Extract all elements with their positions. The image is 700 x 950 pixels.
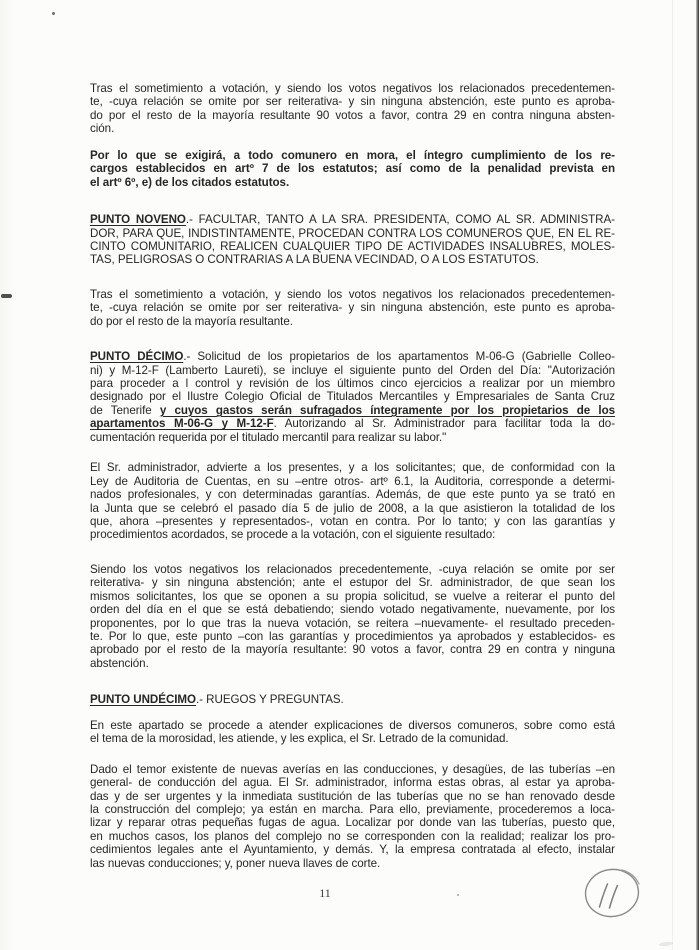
text-segment: .- Solicitud de los propietarios de los apartamentos M-06-G (Gabrielle Colleo-	[183, 350, 615, 364]
text-segment: las nuevas conducciones; y, poner nueva llaves de corte.	[90, 856, 381, 870]
handwritten-eleven	[600, 884, 618, 908]
text-segment: aprobado por el resto de la mayoría resultante: 90 votos a favor, contra 29 en contra y ninguna	[90, 643, 615, 657]
text-line-content	[90, 390, 615, 403]
text-line	[90, 576, 615, 589]
text-line	[90, 95, 615, 108]
text-line	[90, 843, 615, 856]
text-line	[90, 431, 615, 444]
text-segment: lizar y reparar otras pequeñas fugas de agua. Localizar por donde van las tuberías, puesto que,	[90, 816, 615, 830]
text-segment: . Autorizando al Sr. Administrador para facilitar toda la do-	[273, 417, 616, 431]
text-line	[90, 732, 615, 745]
text-line	[90, 857, 615, 870]
text-line-content	[90, 843, 615, 856]
text-line-content	[90, 364, 615, 377]
text-line-content	[90, 122, 114, 135]
text-segment: ción.	[90, 122, 115, 136]
text-segment: Siendo los votos negativos los relacionados precedentemente, -cuya relación se omite por ser	[90, 562, 615, 576]
text-line-content	[90, 830, 615, 843]
text-line	[90, 475, 615, 488]
text-line-content	[90, 657, 149, 670]
text-segment: cedimientos legales ante el Ayuntamiento, y demás. Y, la empresa contratada al efecto, instalar	[90, 843, 615, 857]
text-line	[90, 528, 615, 541]
text-segment: la Junta que se celebró el pasado día 5 de julio de 2008, a la que asistieron la totalidad de los	[90, 501, 615, 515]
text-segment: nados profesionales, y con determinadas garantías. Además, de que este punto ya se trató en	[90, 488, 615, 502]
text-segment: te, -cuya relación se omite por ser reiterativa- y sin ninguna abstención, este punto es aproba-	[90, 301, 615, 315]
text-line-content	[90, 95, 615, 108]
text-segment: CINTO COMUNITARIO, REALICEN CUALQUIER TIPO DE ACTIVIDADES INSALUBRES, MOLES-	[90, 239, 615, 253]
p-votacion-punto-decimo	[90, 563, 615, 671]
text-line	[90, 515, 615, 528]
text-line-content	[90, 417, 615, 430]
text-line	[90, 364, 615, 377]
p-punto-undecimo	[90, 693, 615, 706]
text-line-content	[90, 576, 615, 589]
scan-edge-faint-line	[672, 0, 673, 950]
text-line	[90, 122, 615, 135]
text-line-content	[90, 502, 615, 515]
p-recargos-negrita	[90, 149, 615, 189]
text-line-content	[90, 643, 615, 656]
document-body	[90, 82, 615, 870]
text-line	[90, 603, 615, 616]
text-segment: Tras el sometimiento a votación, y siendo los votos negativos los relacionados precedentemen-	[90, 287, 615, 301]
text-segment: En este apartado se procede a atender explicaciones de diversos comuneros, sobre como está	[90, 718, 615, 732]
text-line-content	[90, 732, 509, 745]
text-line	[90, 82, 615, 95]
p-votacion-punto-noveno	[90, 288, 615, 328]
text-segment: el artº 6º, e) de los citados estatutos.	[90, 175, 290, 189]
text-line-content	[90, 857, 380, 870]
text-line-content	[90, 82, 615, 95]
p-votacion-punto-octavo	[90, 82, 615, 136]
text-line-content	[90, 790, 615, 803]
text-line-content	[90, 475, 615, 488]
text-segment: PUNTO DÉCIMO	[90, 350, 184, 364]
text-segment: proponentes, por lo que tras la nueva votación, se reitera –nuevamente- el resultado preceden-	[90, 616, 615, 630]
text-line	[90, 816, 615, 829]
text-line-content	[90, 630, 615, 643]
p-tuberias-obras	[90, 763, 615, 871]
scan-artifact-dot-top	[52, 12, 55, 15]
text-line	[90, 643, 615, 656]
text-segment: .- FACULTAR, TANTO A LA SRA. PRESIDENTA, COMO AL SR. ADMINISTRA-	[185, 213, 615, 227]
text-line	[90, 590, 615, 603]
text-line	[90, 563, 615, 576]
scan-edge-shadow	[696, 0, 699, 950]
text-segment: orden del día en el que se está debatiendo; siendo votado negativamente, nuevamente, por los	[90, 603, 615, 617]
text-segment: abstención.	[90, 656, 149, 670]
text-segment: para proceder a l control y revisión de los últimos cinco ejercicios a realizar por un miembro	[90, 377, 615, 390]
text-line-content	[90, 488, 615, 501]
text-segment: te, -cuya relación se omite por ser reiterativa- y sin ninguna abstención, este punto es aproba-	[90, 95, 615, 109]
text-line	[90, 390, 615, 403]
text-line-content	[90, 528, 495, 541]
text-line-content	[90, 176, 289, 189]
text-segment: Ley de Auditoria de Cuentas, en su –entre otros- artº 6.1, la Auditoria, corresponde a determi-	[90, 474, 615, 488]
text-line	[90, 630, 615, 643]
text-line-content	[90, 377, 615, 390]
text-line	[90, 617, 615, 630]
text-line	[90, 763, 615, 776]
text-line	[90, 790, 615, 803]
handwritten-circle-mark	[582, 865, 644, 923]
text-line	[90, 109, 615, 122]
text-segment: apartamentos M-06-G y M-12-F	[90, 417, 274, 431]
text-line	[90, 657, 615, 670]
text-line-content	[90, 803, 615, 816]
text-segment: el tema de la morosidad, les atiende, y les explica, el Sr. Letrado de la comunidad.	[90, 732, 509, 746]
text-line-content	[90, 719, 615, 732]
text-line	[90, 377, 615, 390]
text-line	[90, 719, 615, 732]
pen-circle	[582, 866, 642, 921]
text-segment: DOR, PARA QUE, INDISTINTAMENTE, PROCEDAN CONTRA LOS COMUNEROS QUE, EN EL RE-	[90, 226, 615, 240]
text-segment: cargos establecidos en artº 7 de los estatutos; así como de la penalidad prevista en	[90, 162, 615, 176]
text-line	[90, 315, 615, 328]
text-line-content	[90, 350, 615, 363]
text-line-content	[90, 149, 615, 162]
text-line	[90, 461, 615, 474]
text-line-content	[90, 162, 615, 175]
text-line-content	[90, 816, 615, 829]
text-line-content	[90, 776, 615, 789]
text-line-content	[90, 227, 615, 240]
text-line	[90, 288, 615, 301]
text-line	[90, 693, 615, 706]
text-segment: designado por el Ilustre Colegio Oficial de Titulados Mercantiles y Empresariales de Santa Cruz	[90, 390, 615, 404]
text-line	[90, 803, 615, 816]
p-ruegos-morosidad	[90, 719, 615, 746]
scan-artifact-dot-bottom	[457, 894, 459, 896]
text-line	[90, 830, 615, 843]
text-line	[90, 253, 615, 266]
text-segment: PUNTO NOVENO	[90, 213, 186, 227]
text-line	[90, 776, 615, 789]
text-line	[90, 502, 615, 515]
text-line	[90, 404, 615, 417]
text-line-content	[90, 693, 344, 706]
text-line-content	[90, 213, 615, 226]
text-line	[90, 417, 615, 430]
text-segment: TAS, PELIGROSAS O CONTRARIAS A LA BUENA VECINDAD, O A LOS ESTATUTOS.	[90, 253, 539, 267]
text-segment: PUNTO UNDÉCIMO	[90, 693, 197, 707]
text-segment: general- de conducción del agua. El Sr. administrador, informa estas obras, al estar ya aproba-	[90, 776, 615, 790]
text-line-content	[90, 240, 615, 253]
text-segment: de Tenerife	[90, 403, 160, 417]
text-line	[90, 149, 615, 162]
text-line-content	[90, 563, 615, 576]
text-line-content	[90, 109, 615, 122]
text-line	[90, 350, 615, 363]
text-line-content	[90, 301, 615, 314]
text-line	[90, 240, 615, 253]
text-segment: reiterativa- y sin ninguna abstención; ante el estupor del Sr. administrador, de que sean los	[90, 576, 615, 590]
text-segment: la construcción del complejo; ya están en marcha. Para ello, previamente, procederemos a loca-	[90, 802, 615, 816]
text-line-content	[90, 617, 615, 630]
text-segment: mismos solicitantes, los que se oponen a su propia solicitud, se vuelve a reiterar el punto del	[90, 589, 615, 603]
text-segment: que, ahora –presentes y representados-, votan en contra. Por lo tanto; y con las garantías y	[90, 514, 615, 528]
text-line	[90, 176, 615, 189]
text-line	[90, 213, 615, 226]
text-segment: Tras el sometimiento a votación, y siendo los votos negativos los relacionados precedentemen-	[90, 82, 615, 95]
text-segment: Dado el temor existente de nuevas averías en las conducciones, y desagües, de las tuberías –en	[90, 762, 615, 776]
text-line	[90, 488, 615, 501]
text-segment: .- RUEGOS Y PREGUNTAS.	[196, 693, 344, 707]
text-segment: procedimientos acordados, se procede a la votación, con el siguiente resultado:	[90, 528, 496, 542]
text-line	[90, 162, 615, 175]
text-line-content	[90, 590, 615, 603]
text-line-content	[90, 404, 615, 417]
p-punto-noveno	[90, 213, 615, 267]
text-line	[90, 227, 615, 240]
text-line-content	[90, 763, 615, 776]
text-segment: en muchos casos, los planos del complejo no se corresponden con la realidad; realizar los pro-	[90, 829, 615, 843]
text-segment: do por el resto de la mayoría resultante 90 votos a favor, contra 29 en contra ninguna absten-	[90, 108, 615, 122]
text-line-content	[90, 253, 539, 266]
p-punto-decimo	[90, 350, 615, 444]
text-line	[90, 301, 615, 314]
text-segment: te. Por lo que, este punto –con las garantías y procedimientos ya aprobados y establecidos- es	[90, 630, 615, 643]
text-line-content	[90, 431, 446, 444]
text-line-content	[90, 515, 615, 528]
text-segment: y cuyos gastos serán sufragados íntegramente por los propietarios de los	[159, 403, 616, 417]
text-segment: cumentación requerida por el titulado mercantil para realizar su labor."	[90, 430, 447, 444]
text-segment: Por lo que se exigirá, a todo comunero en mora, el íntegro cumplimiento de los re-	[90, 148, 615, 162]
page-number: 11	[319, 886, 331, 900]
text-segment: do por el resto de la mayoría resultante.	[90, 314, 293, 328]
p-advertencia-auditoria	[90, 461, 615, 542]
text-line-content	[90, 461, 615, 474]
text-line-content	[90, 603, 615, 616]
text-segment: das y de ser urgentes y la inmediata sustitución de las tuberías que no se han renovado desde	[90, 789, 615, 803]
scan-artifact-dash-left	[1, 294, 12, 298]
text-segment: ni) y M-12-F (Lamberto Laureti), se incluye el siguiente punto del Orden del Día: "Autorización	[90, 363, 615, 377]
text-line-content	[90, 315, 293, 328]
text-segment: El Sr. administrador, advierte a los presentes, y a los solicitantes; que, de conformidad con la	[90, 461, 615, 475]
text-line-content	[90, 288, 615, 301]
